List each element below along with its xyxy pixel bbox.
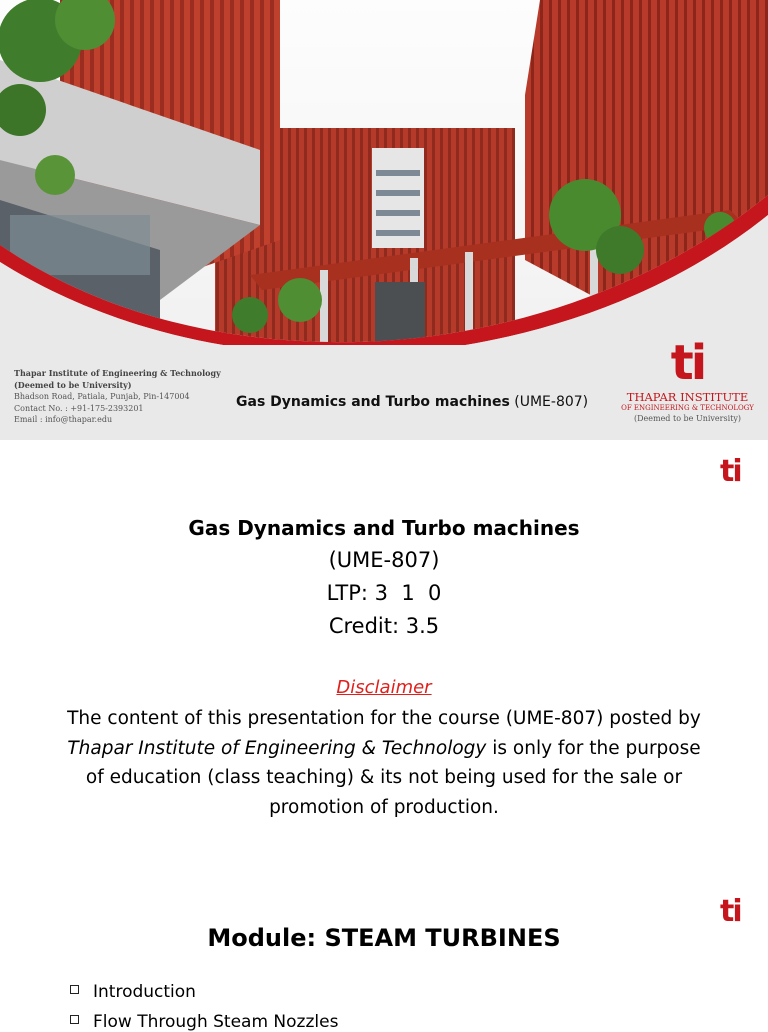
institute-address: Bhadson Road, Patiala, Punjab, Pin-147004 <box>14 392 190 401</box>
course-title: Gas Dynamics and Turbo machines <box>188 516 580 540</box>
institute-address-block <box>14 368 229 426</box>
logo-institute-name: THAPAR INSTITUTE <box>626 390 749 404</box>
list-item <box>70 1012 338 1032</box>
module-slide <box>0 874 768 1032</box>
disclaimer-heading: Disclaimer <box>336 677 432 698</box>
bullet-text: Introduction <box>93 982 196 1002</box>
disclaimer-text-part1: The content of this presentation for the course (UME-807) posted by <box>67 708 701 729</box>
logo-deemed-text: (Deemed to be University) <box>633 414 741 423</box>
title-slide <box>0 0 768 440</box>
course-code: (UME-807) <box>328 548 440 572</box>
course-ltp: LTP: 3 1 0 <box>326 581 442 605</box>
ti-logo-small: ti <box>720 454 741 489</box>
banner-title-text: Gas Dynamics and Turbo machines <box>236 394 510 410</box>
course-credit: Credit: 3.5 <box>328 614 440 638</box>
ti-logo-small: ti <box>720 894 741 929</box>
institute-name: Thapar Institute of Engineering & Technology <box>14 368 221 378</box>
list-item <box>70 982 196 1002</box>
bullet-text: Flow Through Steam Nozzles <box>93 1012 339 1032</box>
institute-email: Email : info@thapar.edu <box>14 415 113 424</box>
logo-institute-subname: OF ENGINEERING & TECHNOLOGY <box>621 404 754 412</box>
institute-deemed: (Deemed to be University) <box>14 379 132 390</box>
banner-course-code: (UME-807) <box>514 394 589 410</box>
disclaimer-institute-name: Thapar Institute of Engineering & Technology <box>67 737 487 759</box>
institute-contact: Contact No. : +91-175-2393201 <box>14 403 144 413</box>
module-title: Module: STEAM TURBINES <box>207 924 561 952</box>
ti-logo-mark: ti <box>670 335 705 391</box>
checkbox-bullet-icon <box>70 985 79 994</box>
disclaimer-text-part2: is only for the purpose of education (class teaching) & its not being used for the sale or promotion of production. <box>85 737 701 818</box>
course-info-slide <box>0 442 768 874</box>
checkbox-bullet-icon <box>70 1015 79 1024</box>
disclaimer-text <box>58 704 710 822</box>
banner-course-title <box>236 394 588 410</box>
campus-building-photo <box>0 0 768 345</box>
thapar-logo <box>620 336 755 432</box>
